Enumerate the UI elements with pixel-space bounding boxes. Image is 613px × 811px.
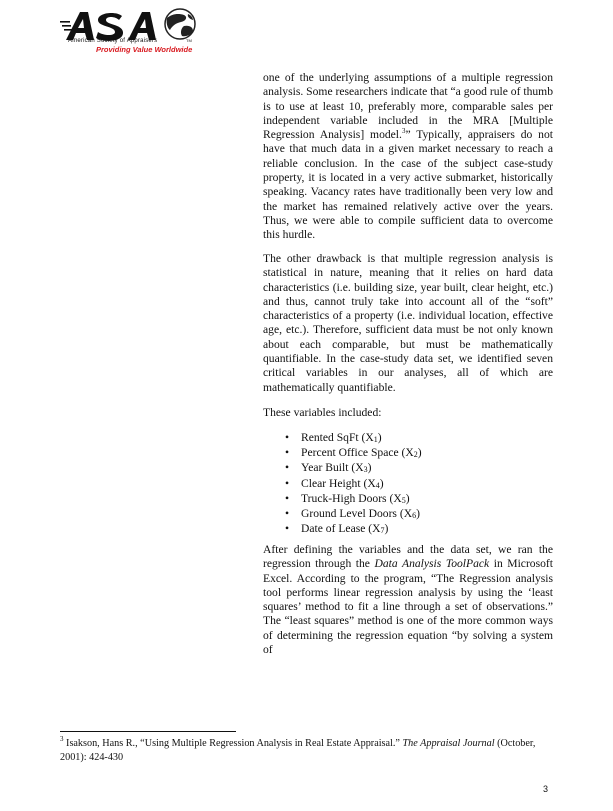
footnote-number: 3 xyxy=(60,735,64,743)
list-item: • Ground Level Doors $(X_6)$ xyxy=(283,506,422,521)
paragraph-1-text-b: ” Typically, appraisers do not have that much data in a given market necessary to reach a reliable conclusion. In the case of the subject case-study property, it is located in a very active submarket, historically speaking. Vacancy rates have traditionally been very low and the market has remained relatively active over the years. Thus, we were able to compile sufficient data to overcome this hurdle. xyxy=(263,128,554,242)
paragraph-2-text: The other drawback is that multiple regression analysis is statistical in nature, meaning that it relies on hard data characteristics (i.e. building size, year built, clear height, etc.) and thus, cannot truly take into account all of the “soft” characteristics of a property (i.e. individual location, effective age, etc.). Therefore, sufficient data must be not only known about each comparable, but must be mathematically quantifiable. In the case-study data set, we identified seven critical variables in our analyses, all of which are mathematically quantifiable. xyxy=(263,252,553,394)
paragraph-1 xyxy=(263,71,553,243)
toolpack-name: Data Analysis ToolPack xyxy=(374,557,490,571)
list-item: • Rented SqFt $(X_1)$ xyxy=(283,430,422,445)
paragraph-4-text-a: After defining the variables and the data set, we ran the regression through the xyxy=(263,543,553,571)
paragraph-1-text-a: one of the underlying assumptions of a multiple regression analysis. Some researchers indicate that “a good rule of thumb is to use at least 10, preferably more, comparable sales per independent variable included in the MRA [Multiple Regression Analysis] model. xyxy=(263,71,553,142)
paragraph-4-text-b: in Microsoft Excel. According to the program, “The Regression analysis tool performs linear regression analysis by using the ‘least squares’ method to fit a line through a set of observations.” The “least squares” method is one of the more common ways of determining the regression equation “by solving a system of xyxy=(263,557,553,657)
paragraph-4 xyxy=(263,543,553,657)
logo-tagline: Providing Value Worldwide xyxy=(96,45,193,54)
paragraph-3-text: These variables included: xyxy=(263,406,382,419)
globe-icon xyxy=(165,9,195,39)
footnote-ref[interactable]: 3 xyxy=(401,127,406,136)
list-item: • Clear Height $(X_4)$ xyxy=(283,476,422,491)
footnote-divider xyxy=(60,731,236,732)
list-item: • Percent Office Space $(X_2)$ xyxy=(283,445,422,460)
footnote-journal: The Appraisal Journal xyxy=(402,738,495,749)
page-number: 3 xyxy=(543,784,549,794)
footnote-text-b: (October, 2001): 424-430 xyxy=(60,738,536,763)
org-name: American Society of Appraisers xyxy=(68,38,158,44)
list-item: • Year Built $(X_3)$ xyxy=(283,460,422,475)
footnote-text-a: Isakson, Hans R., “Using Multiple Regression Analysis in Real Estate Appraisal.” xyxy=(63,738,403,749)
asa-wordmark xyxy=(66,12,156,41)
paragraph-3 xyxy=(263,406,553,420)
variables-list xyxy=(283,430,422,536)
list-item: • Truck-High Doors $(X_5)$ xyxy=(283,491,422,506)
trademark-mark: TM xyxy=(186,38,192,43)
list-item: • Date of Lease $(X_7)$ xyxy=(283,521,422,536)
footnote xyxy=(60,737,556,764)
paragraph-2 xyxy=(263,252,553,395)
